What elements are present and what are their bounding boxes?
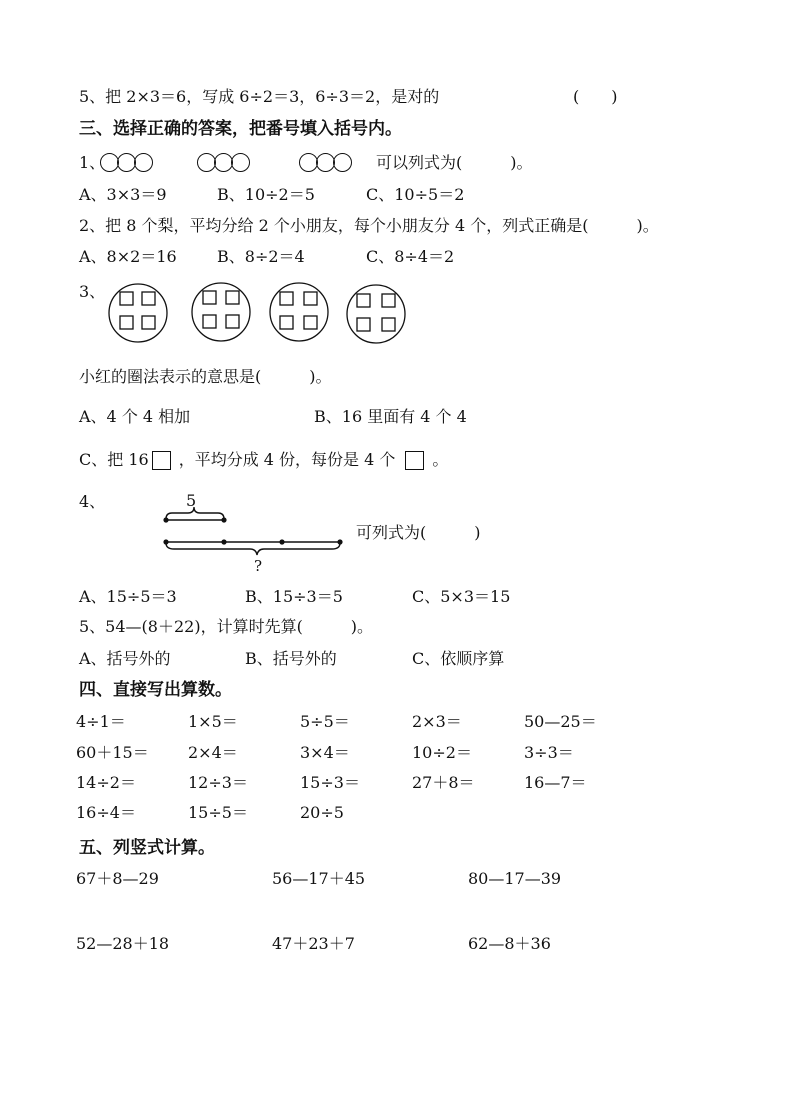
oral-item[interactable]: 50—25＝	[524, 712, 597, 731]
q2-option-c[interactable]: C、8÷4＝2	[366, 247, 455, 266]
judge-q5-answer-paren[interactable]: ( )	[573, 87, 618, 106]
q3-circled-squares-figure	[100, 281, 420, 345]
oral-item[interactable]: 20÷5	[300, 803, 344, 822]
vertical-calc-item[interactable]: 67＋8—29	[76, 869, 159, 888]
q1-option-c[interactable]: C、10÷5＝2	[366, 185, 465, 204]
q4-prompt[interactable]: 可列式为( )	[356, 523, 481, 542]
q3-text[interactable]: 小红的圈法表示的意思是( )。	[79, 367, 332, 386]
oral-item[interactable]: 60＋15＝	[76, 743, 149, 762]
oral-item[interactable]: 3×4＝	[300, 743, 350, 762]
oral-item[interactable]: 3÷3＝	[524, 743, 574, 762]
section3-title: 三、选择正确的答案，把番号填入括号内。	[79, 119, 402, 139]
q3-number: 3、	[79, 282, 106, 301]
oral-item[interactable]: 4÷1＝	[76, 712, 126, 731]
q5-option-a[interactable]: A、括号外的	[79, 649, 171, 668]
vertical-calc-item[interactable]: 80—17—39	[468, 869, 562, 888]
vertical-calc-item[interactable]: 47＋23＋7	[272, 934, 355, 953]
circle-group-4	[347, 285, 405, 343]
q1-option-b[interactable]: B、10÷2＝5	[217, 185, 315, 204]
circle-shape	[134, 153, 153, 172]
q4-number: 4、	[79, 492, 106, 511]
circle-shape	[231, 153, 250, 172]
section4-title: 四、直接写出算数。	[79, 680, 232, 700]
oral-item[interactable]: 16—7＝	[524, 773, 587, 792]
q3-option-c-part1: C、把 16	[79, 450, 149, 469]
q1-circle-group-3	[299, 152, 350, 174]
judge-q5-text: 5、把 2×3＝6，写成 6÷2＝3，6÷3＝2，是对的	[79, 87, 440, 106]
q3-option-c-part2: ，平均分成 4 份，每份是 4 个	[178, 450, 396, 469]
q1-circle-group-1	[100, 152, 151, 174]
oral-item[interactable]: 15÷3＝	[300, 773, 360, 792]
blank-box[interactable]	[405, 451, 424, 470]
q2-option-b[interactable]: B、8÷2＝4	[217, 247, 305, 266]
oral-item[interactable]: 27＋8＝	[412, 773, 475, 792]
oral-item[interactable]: 2×3＝	[412, 712, 462, 731]
oral-item[interactable]: 14÷2＝	[76, 773, 136, 792]
q2-text: 2、把 8 个梨，平均分给 2 个小朋友，每个小朋友分 4 个，列式正确是( )。	[79, 216, 659, 235]
q5-option-c[interactable]: C、依顺序算	[412, 649, 505, 668]
q4-option-a[interactable]: A、15÷5＝3	[79, 587, 177, 606]
oral-item[interactable]: 2×4＝	[188, 743, 238, 762]
q1-circle-group-2	[197, 152, 248, 174]
oral-item[interactable]: 16÷4＝	[76, 803, 136, 822]
q3-option-a[interactable]: A、4 个 4 相加	[79, 407, 191, 426]
vertical-calc-item[interactable]: 52—28＋18	[76, 934, 170, 953]
q3-option-c[interactable]	[79, 450, 448, 470]
q2-option-a[interactable]: A、8×2＝16	[79, 247, 177, 266]
oral-item[interactable]: 5÷5＝	[300, 712, 350, 731]
vertical-calc-item[interactable]: 56—17＋45	[272, 869, 366, 888]
q3-option-c-part3: 。	[432, 450, 449, 469]
q5-option-b[interactable]: B、括号外的	[245, 649, 337, 668]
oral-item[interactable]: 15÷5＝	[188, 803, 248, 822]
circle-group-3	[270, 283, 328, 341]
blank-box[interactable]	[152, 451, 171, 470]
q4-question-mark: ?	[254, 557, 263, 575]
vertical-calc-item[interactable]: 62—8＋36	[468, 934, 551, 953]
oral-item[interactable]: 10÷2＝	[412, 743, 472, 762]
oral-item[interactable]: 1×5＝	[188, 712, 238, 731]
circle-shape	[333, 153, 352, 172]
q4-option-c[interactable]: C、5×3＝15	[412, 587, 511, 606]
bottom-brace	[166, 543, 340, 555]
circle-group-2	[192, 283, 250, 341]
q5-text[interactable]: 5、54—(8＋22)，计算时先算( )。	[79, 617, 374, 636]
top-brace	[166, 507, 224, 519]
q3-option-b[interactable]: B、16 里面有 4 个 4	[314, 407, 467, 426]
circle-group-1	[109, 284, 167, 342]
section5-title: 五、列竖式计算。	[79, 838, 215, 858]
q1-number: 1、	[79, 153, 106, 172]
q4-option-b[interactable]: B、15÷3＝5	[245, 587, 343, 606]
q1-option-a[interactable]: A、3×3＝9	[79, 185, 167, 204]
q1-prompt[interactable]: 可以列式为( )。	[376, 153, 533, 172]
q4-segment-label: 5	[186, 491, 197, 510]
oral-item[interactable]: 12÷3＝	[188, 773, 248, 792]
